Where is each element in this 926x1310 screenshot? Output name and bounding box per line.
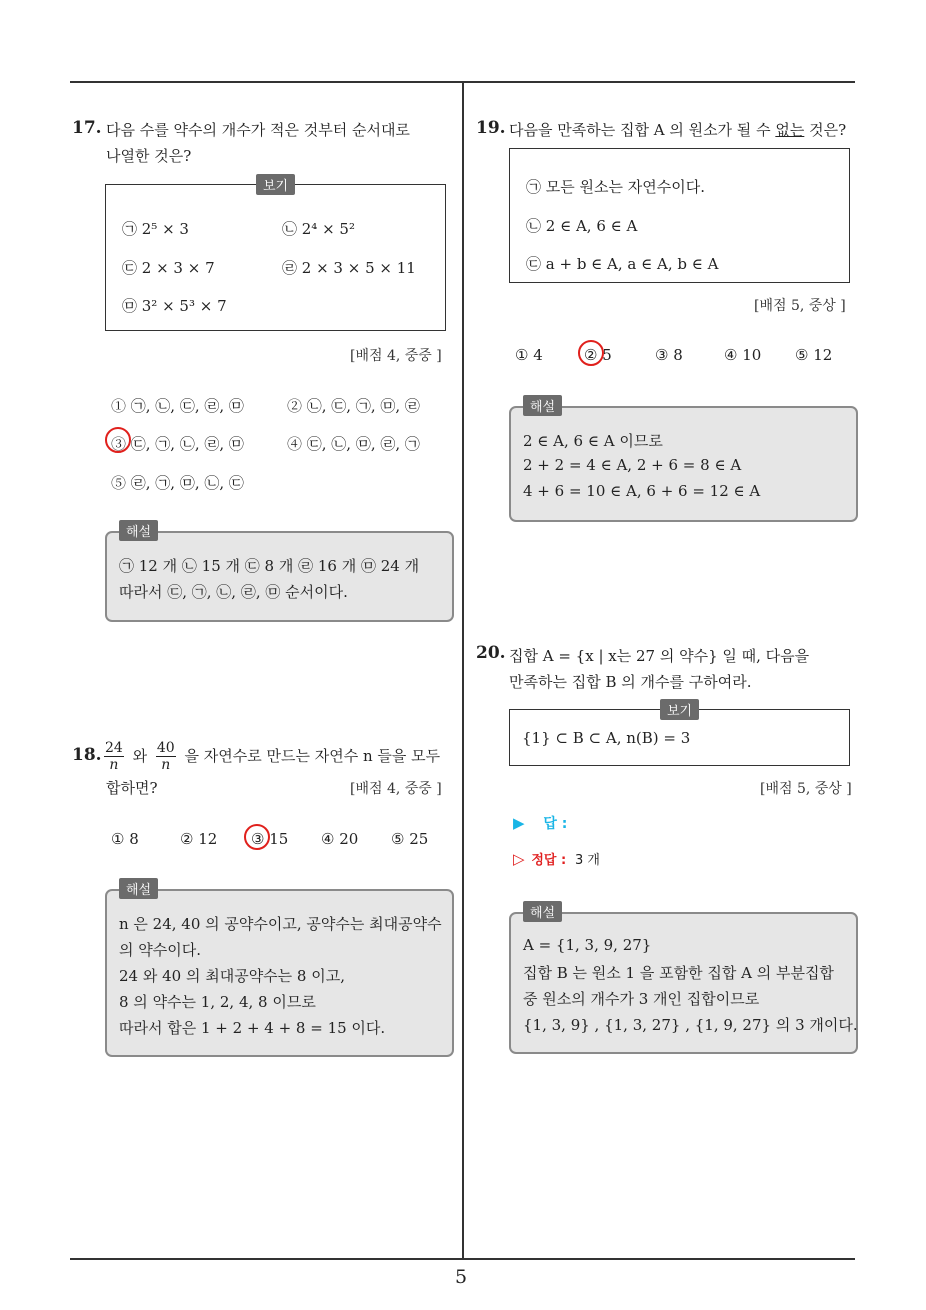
q19-choice-4[interactable]: ④ 10 — [724, 346, 762, 364]
q18-frac2-den: n — [161, 757, 171, 773]
q18-solution-box — [105, 889, 454, 1057]
q20-correct-label: 정답 : — [531, 853, 567, 868]
q18-frac2-num: 40 — [156, 740, 175, 756]
q20-solution-box — [509, 912, 858, 1054]
q17-bogi-label: 보기 — [256, 174, 295, 195]
q18-score-note: [배점 4, 중중 ] — [350, 781, 442, 797]
q19-choice-2[interactable]: ② 5 — [584, 346, 612, 364]
page-number: 5 — [455, 1266, 468, 1288]
q18-fraction-2 — [156, 740, 176, 773]
q17-solution-line-2: 따라서 ㉢, ㉠, ㉡, ㉣, ㉤ 순서이다. — [119, 583, 348, 601]
q20-correct-row — [513, 849, 600, 868]
q20-solution-label: 해설 — [523, 901, 562, 922]
q17-item-2: ㉡ 2⁴ × 5² — [282, 220, 355, 238]
q19-item-2: ㉡ 2 ∈ A, 6 ∈ A — [526, 217, 638, 235]
q20-solution-line-3: 중 원소의 개수가 3 개인 집합이므로 — [523, 990, 760, 1008]
q19-text — [509, 119, 846, 140]
q20-text-line2: 만족하는 집합 B 의 개수를 구하여라. — [509, 673, 752, 691]
q19-text-b: 것은? — [809, 121, 847, 139]
q18-solution-line-5: 따라서 합은 1 + 2 + 4 + 8 = 15 이다. — [119, 1019, 386, 1037]
q19-number: 19. — [476, 118, 506, 138]
q20-score-note: [배점 5, 중상 ] — [760, 781, 852, 797]
q17-solution-line-1: ㉠ 12 개 ㉡ 15 개 ㉢ 8 개 ㉣ 16 개 ㉤ 24 개 — [119, 557, 420, 575]
q18-question — [104, 740, 440, 773]
q18-frac1-num: 24 — [105, 740, 123, 756]
q18-choice-3[interactable]: ③ 15 — [251, 830, 289, 848]
q17-answer-circle — [105, 427, 131, 453]
q20-text-line1: 집합 A = {x | x는 27 의 약수} 일 때, 다음을 — [509, 647, 810, 665]
q19-score-note: [배점 5, 중상 ] — [754, 298, 846, 314]
q17-choice-1[interactable]: ① ㉠, ㉡, ㉢, ㉣, ㉤ — [111, 397, 244, 415]
q18-text-line1: 을 자연수로 만드는 자연수 n 들을 모두 — [184, 746, 441, 765]
q19-solution-box — [509, 406, 858, 522]
q20-answer-label: 답 : — [543, 816, 568, 832]
q17-choice-4[interactable]: ④ ㉢, ㉡, ㉤, ㉣, ㉠ — [287, 435, 420, 453]
q19-choice-1[interactable]: ① 4 — [515, 346, 543, 364]
q18-solution-line-1: n 은 24, 40 의 공약수이고, 공약수는 최대공약수 — [119, 915, 442, 933]
q17-score-note: [배점 4, 중중 ] — [350, 348, 442, 364]
q18-choice-4[interactable]: ④ 20 — [321, 830, 359, 848]
q17-text-line1: 다음 수를 약수의 개수가 적은 것부터 순서대로 — [106, 121, 410, 139]
q17-item-4: ㉣ 2 × 3 × 5 × 11 — [282, 259, 416, 277]
outline-arrow-icon: ▷ — [513, 850, 525, 868]
q18-choice-2[interactable]: ② 12 — [180, 830, 218, 848]
q19-item-1: ㉠ 모든 원소는 자연수이다. — [526, 178, 705, 196]
q17-choice-2[interactable]: ② ㉡, ㉢, ㉠, ㉤, ㉣ — [287, 397, 420, 415]
q18-answer-circle — [244, 824, 270, 850]
q19-answer-circle — [578, 340, 604, 366]
q19-solution-line-2: 2 + 2 = 4 ∈ A, 2 + 6 = 8 ∈ A — [523, 456, 742, 474]
bottom-rule — [70, 1258, 855, 1260]
q18-frac1-den: n — [109, 757, 119, 773]
q20-solution-line-2: 집합 B 는 원소 1 을 포함한 집합 A 의 부분집합 — [523, 964, 834, 982]
q19-solution-line-1: 2 ∈ A, 6 ∈ A 이므로 — [523, 432, 663, 450]
q19-text-underlined: 없는 — [775, 121, 805, 139]
q20-bogi-text: {1} ⊂ B ⊂ A, n(B) = 3 — [522, 729, 691, 747]
q17-item-1: ㉠ 2⁵ × 3 — [122, 220, 189, 238]
q17-item-5: ㉤ 3² × 5³ × 7 — [122, 297, 227, 315]
q17-choice-5[interactable]: ⑤ ㉣, ㉠, ㉤, ㉡, ㉢ — [111, 474, 244, 492]
column-divider — [462, 82, 464, 1259]
q20-correct-value: 3 개 — [574, 853, 600, 868]
q18-choice-5[interactable]: ⑤ 25 — [391, 830, 429, 848]
q20-number: 20. — [476, 643, 506, 663]
q17-number: 17. — [72, 118, 102, 138]
q17-choice-3[interactable]: ③ ㉢, ㉠, ㉡, ㉣, ㉤ — [111, 435, 244, 453]
q18-mid-text: 와 — [132, 746, 148, 765]
q18-number: 18. — [72, 745, 102, 765]
q18-solution-label: 해설 — [119, 878, 158, 899]
q17-solution-label: 해설 — [119, 520, 158, 541]
q18-choice-1[interactable]: ① 8 — [111, 830, 139, 848]
q20-solution-line-1: A = {1, 3, 9, 27} — [523, 936, 652, 954]
q17-solution-box — [105, 531, 454, 622]
q20-answer-row[interactable] — [513, 813, 567, 833]
play-arrow-icon: ▶ — [513, 814, 525, 832]
q18-solution-line-2: 의 약수이다. — [119, 941, 201, 959]
q19-choice-5[interactable]: ⑤ 12 — [795, 346, 833, 364]
q17-text-line2: 나열한 것은? — [106, 147, 192, 165]
q18-solution-line-3: 24 와 40 의 최대공약수는 8 이고, — [119, 967, 345, 985]
q18-text-line2: 합하면? — [106, 779, 158, 797]
q20-solution-line-4: {1, 3, 9} , {1, 3, 27} , {1, 9, 27} 의 3 개이다. — [523, 1016, 858, 1034]
q18-fraction-1 — [104, 740, 124, 773]
q19-solution-label: 해설 — [523, 395, 562, 416]
q19-item-3: ㉢ a + b ∈ A, a ∈ A, b ∈ A — [526, 255, 719, 273]
q19-solution-line-3: 4 + 6 = 10 ∈ A, 6 + 6 = 12 ∈ A — [523, 482, 761, 500]
q20-bogi-label: 보기 — [660, 699, 699, 720]
q19-choice-3[interactable]: ③ 8 — [655, 346, 683, 364]
q17-item-3: ㉢ 2 × 3 × 7 — [122, 259, 215, 277]
q18-solution-line-4: 8 의 약수는 1, 2, 4, 8 이므로 — [119, 993, 316, 1011]
q19-text-a: 다음을 만족하는 집합 A 의 원소가 될 수 — [509, 121, 771, 139]
